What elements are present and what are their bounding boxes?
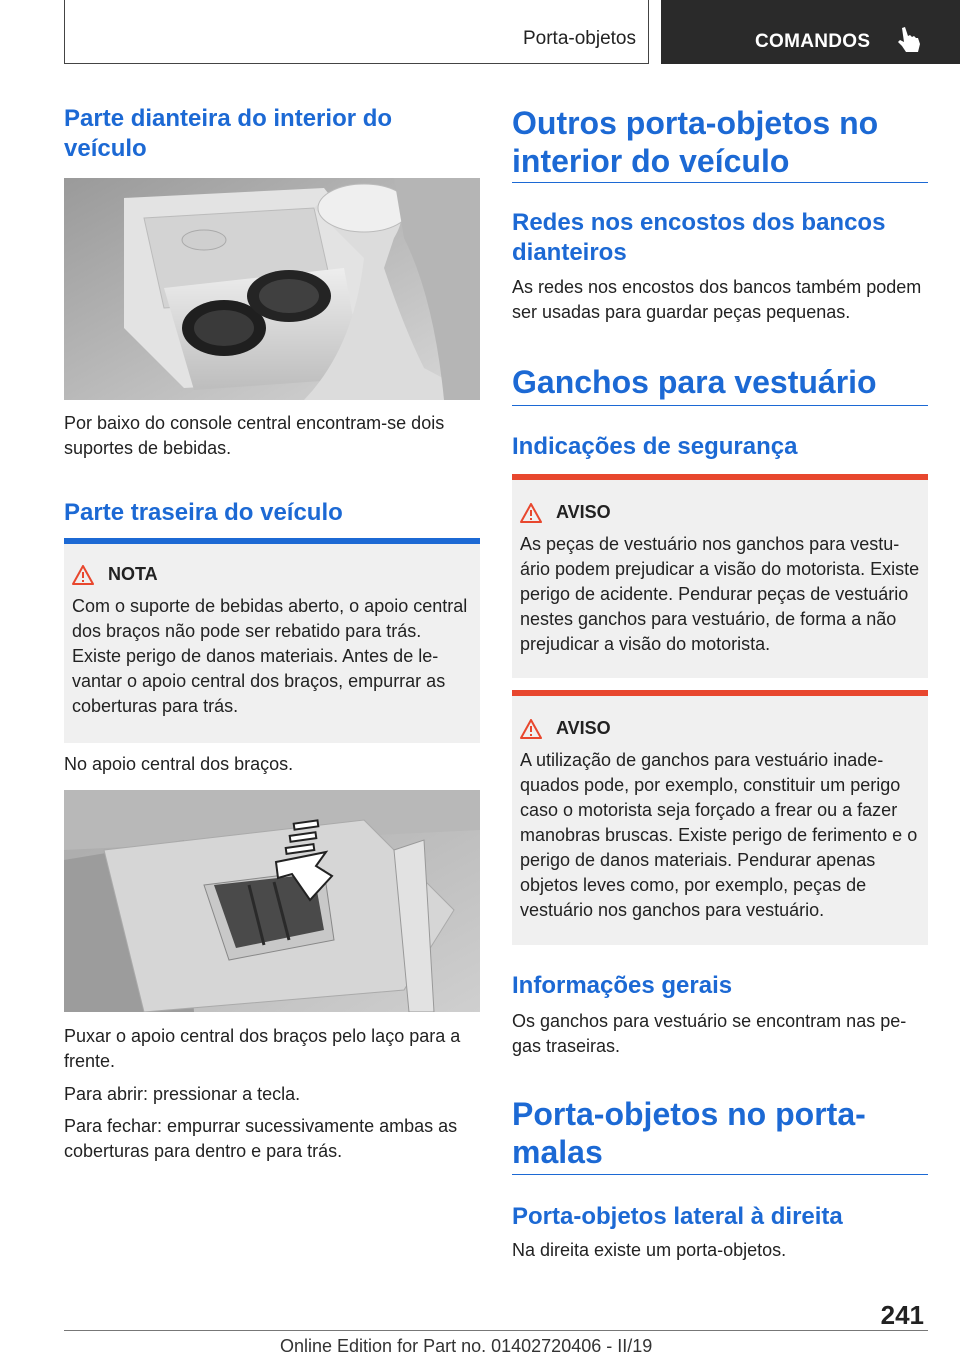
- seat-nets-text: As redes nos encostos dos bancos também podem ser usadas para guardar peças pequenas.: [512, 277, 922, 322]
- header-bottom-rule: [64, 63, 649, 64]
- warning-text: A utilização de ganchos para vestuário inadequados pode, por exemplo, constituir um perigo caso o motorista seja forçado a frear ou a fazer manobras bruscas. Existe perigo de ferimento e o perigo de danos materiais. Pendurar apenas objetos leves como, por exemplo, peças de vestuário nos ganchos para vestuário.: [520, 750, 918, 920]
- warning-title-row: [512, 696, 928, 739]
- side-storage-text: Na direita existe um porta-objetos.: [512, 1240, 787, 1260]
- heading-rule: [512, 405, 928, 406]
- hand-pointer-icon: [896, 26, 922, 54]
- warning-triangle-icon: [72, 565, 94, 585]
- armrest-intro: No apoio central dos braços.: [64, 754, 294, 774]
- warning-triangle-icon: [520, 719, 542, 739]
- warning-box-2: [512, 690, 928, 945]
- general-info-text: Os ganchos para vestuário se encontram nas pegas traseiras.: [512, 1011, 907, 1056]
- heading-rear: Parte traseira do veículo: [64, 499, 343, 526]
- heading-rule: [512, 182, 928, 183]
- header-divider: [648, 0, 649, 64]
- warning-box-1: [512, 474, 928, 678]
- heading-other-storage: Outros porta-objetos no interior do veículo: [512, 105, 879, 179]
- warning-title-row: [512, 480, 928, 523]
- heading-coat-hooks: Ganchos para vestuário: [512, 364, 877, 400]
- cupholder-photo: [64, 178, 480, 400]
- note-title: NOTA: [108, 564, 158, 584]
- front-caption: Por baixo do console central encontram-se dois suportes de bebidas.: [64, 413, 445, 458]
- heading-safety: Indicações de segurança: [512, 433, 798, 460]
- heading-trunk-storage: Porta-objetos no porta-malas: [512, 1096, 866, 1170]
- heading-general-info: Informações gerais: [512, 972, 733, 999]
- warning-title: AVISO: [556, 718, 611, 738]
- armrest-photo: [64, 790, 480, 1012]
- warning-title: AVISO: [556, 502, 611, 522]
- page-number: 241: [880, 1300, 924, 1330]
- footer-rule: [64, 1330, 928, 1331]
- note-title-row: [64, 544, 480, 585]
- step-2: Para abrir: pressionar a tecla.: [64, 1084, 301, 1104]
- note-text: Com o suporte de bebidas aberto, o apoio central dos braços não pode ser rebatido para trás. Existe perigo de danos materiais. Antes de levantar o apoio central dos braços, empurrar as coberturas para trás.: [72, 596, 468, 716]
- heading-front-interior: Parte dianteira do interior do veículo: [64, 105, 393, 162]
- warning-text: As peças de vestuário nos ganchos para vestuário podem prejudicar a visão do motorista. Existe perigo de acidente. Pendurar peças de vestuário nestes ganchos para vestuário, de forma a não prejudicar a visão do motorista.: [520, 534, 920, 654]
- step-3: Para fechar: empurrar sucessivamente ambas as coberturas para dentro e para trás.: [64, 1116, 458, 1161]
- heading-seat-nets: Redes nos encostos dos bancos dianteiros: [512, 209, 886, 266]
- header-left-rule: [64, 0, 65, 64]
- chapter-title: COMANDOS: [755, 31, 871, 52]
- warning-triangle-icon: [520, 503, 542, 523]
- step-1: Puxar o apoio central dos braços pelo laço para a frente.: [64, 1026, 461, 1071]
- heading-side-storage: Porta-objetos lateral à direita: [512, 1203, 843, 1230]
- header-section-title: Porta-objetos: [522, 28, 636, 49]
- edition-text: Online Edition for Part no. 01402720406 - II/19: [280, 1336, 653, 1356]
- heading-rule: [512, 1174, 928, 1175]
- note-box: [64, 544, 480, 743]
